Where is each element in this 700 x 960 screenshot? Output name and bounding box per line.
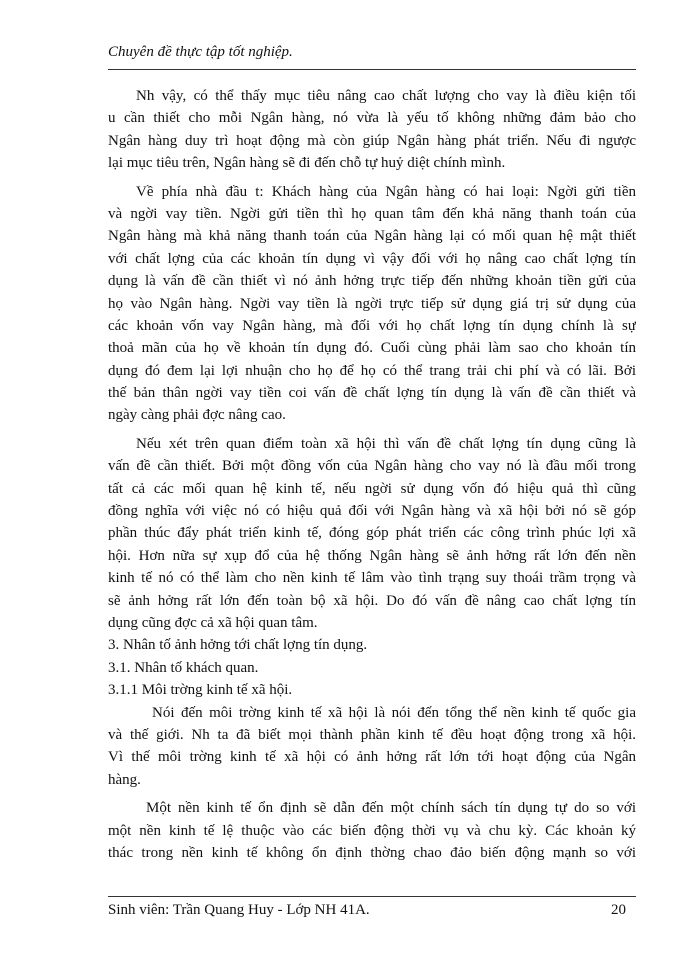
text-line: Nh vậy, có thể thấy mục tiêu nâng cao chất lượng cho vay là điều kiện tối bbox=[136, 88, 636, 104]
text-line: kinh tế nó có thể làm cho nền kinh tế lâm vào tình trạng suy thoái trầm trọng và bbox=[108, 570, 636, 587]
subsubsection-heading: 3.1.1 Môi trờng kinh tế xã hội. bbox=[108, 682, 293, 699]
text-line: thế bản thân ngời vay tiền coi vấn đề chất lợng tín dụng là vấn đề cần thiết và bbox=[108, 385, 636, 402]
page-header: Chuyên đề thực tập tốt nghiệp. bbox=[108, 44, 293, 60]
text-line: Vì thế môi trờng kinh tế xã hội có ảnh hởng rất lớn tới hoạt động của Ngân bbox=[108, 749, 636, 766]
text-line: và ngời vay tiền. Ngời gửi tiền thì họ quan tâm đến khả năng thanh toán của bbox=[108, 205, 636, 222]
text-line: Một nền kinh tế ổn định sẽ dẫn đến một chính sách tín dụng tự do so với bbox=[146, 800, 636, 817]
paragraph-3 bbox=[108, 433, 636, 635]
text-line: một nền kinh tế lệ thuộc vào các biến động thời vụ và chu kỳ. Các khoản ký bbox=[108, 822, 636, 839]
text-line: dụng đó đem lại lợi nhuận cho họ để họ có thể trang trải chi phí và có lãi. Bởi bbox=[108, 362, 636, 379]
footer-rule bbox=[108, 896, 636, 897]
page-number: 20 bbox=[611, 902, 626, 918]
text-line: các khoản vốn vay Ngân hàng, mà đối với họ chất lợng tín dụng chính là sự bbox=[108, 317, 636, 334]
text-line: lại mục tiêu trên, Ngân hàng sẽ đi đến chỗ tự huỷ diệt chính mình. bbox=[108, 155, 506, 172]
text-line: tất cả các mối quan hệ kinh tế, nếu ngời sử dụng vốn đó hiệu quả thì cũng bbox=[108, 480, 636, 497]
text-line: ngày càng phải đợc nâng cao. bbox=[108, 407, 286, 424]
text-line: u cần thiết cho mỗi Ngân hàng, nó vừa là yếu tố không những đảm bảo cho bbox=[108, 110, 636, 127]
paragraph-5 bbox=[108, 797, 636, 864]
text-line: đồng nghĩa với việc nó có hiệu quả đối với Ngân hàng và xã hội bởi nó sẽ góp bbox=[108, 503, 636, 520]
text-line: Ngân hàng duy trì hoạt động mà còn giúp Ngân hàng phát triển. Nếu đi ngược bbox=[108, 132, 636, 149]
text-line: dụng cũng đợc cả xã hội quan tâm. bbox=[108, 614, 318, 631]
subsection-heading: 3.1. Nhân tố khách quan. bbox=[108, 659, 259, 676]
text-line: sẽ ảnh hởng rất lớn đến toàn bộ xã hội. Do đó vấn đề nâng cao chất lợng tín bbox=[108, 592, 636, 609]
text-line: thoả mãn của họ về khoản tín dụng đó. Cuối cùng phải làm sao cho khoản tín bbox=[108, 340, 636, 357]
header-rule bbox=[108, 69, 636, 70]
text-line: Nếu xét trên quan điểm toàn xã hội thì vấn đề chất lợng tín dụng cũng là bbox=[136, 435, 636, 452]
text-line: dụng là vấn đề cần thiết vì nó ảnh hởng trực tiếp đến những khoản tiền gửi của bbox=[108, 273, 636, 290]
section-heading: 3. Nhân tố ảnh hởng tới chất lợng tín dụng. bbox=[108, 637, 368, 654]
paragraph-1 bbox=[108, 85, 636, 175]
text-line: thác trong nền kinh tế không ổn định thờng chao đảo biến động mạnh so với bbox=[108, 844, 636, 861]
text-line: và thế giới. Nh ta đã biết mọi thành phần kinh tế đều hoạt động trong xã hội. bbox=[108, 726, 636, 743]
paragraph-4 bbox=[108, 702, 636, 792]
text-line: Về phía nhà đầu t: Khách hàng của Ngân hàng có hai loại: Ngời gửi tiền bbox=[136, 183, 636, 200]
paragraph-2 bbox=[108, 181, 636, 427]
text-line: với chất lợng của các khoản tín dụng vì vậy đối với họ nâng cao chất lợng tín bbox=[108, 250, 636, 267]
text-line: Ngân hàng mà khả năng thanh toán của Ngân hàng lại có mối quan hệ mật thiết bbox=[108, 228, 636, 245]
text-line: vấn đề cần thiết. Bởi một đồng vốn của Ngân hàng cho vay nó là đầu mối trong bbox=[108, 458, 636, 475]
page-body bbox=[108, 85, 636, 864]
text-line: hội. Hơn nữa sự xụp đổ của hệ thống Ngân hàng sẽ ảnh hởng rất lớn đến nền bbox=[108, 547, 636, 564]
text-line: hàng. bbox=[108, 771, 141, 788]
text-line: phần thúc đẩy phát triển kinh tế, đóng góp phát triển các công trình phúc lợi xã bbox=[108, 525, 636, 542]
text-line: họ vào Ngân hàng. Ngời vay tiền là ngời trực tiếp sử dụng giá trị sử dụng của bbox=[108, 295, 636, 312]
footer-author: Sinh viên: Trần Quang Huy - Lớp NH 41A. bbox=[108, 902, 370, 918]
text-line: Nói đến môi trờng kinh tế xã hội là nói đến tổng thể nền kinh tế quốc gia bbox=[152, 704, 636, 721]
